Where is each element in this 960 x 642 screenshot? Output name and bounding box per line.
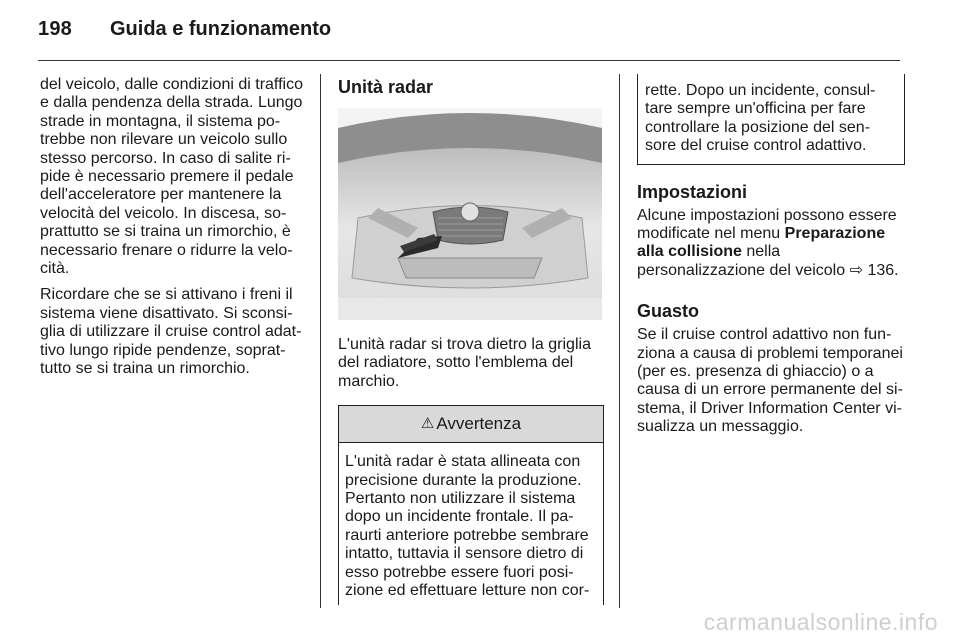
page-number: 198 bbox=[38, 18, 72, 40]
header-rule bbox=[38, 60, 900, 61]
watermark-logo: carmanualsonline.info bbox=[703, 609, 938, 635]
photo-caption: L'unità radar si trova dietro la griglia del radiatore, sotto l'emblema del marchio. bbox=[338, 336, 591, 390]
page-header bbox=[38, 18, 331, 48]
settings-paragraph bbox=[637, 207, 905, 281]
column-1 bbox=[40, 76, 308, 387]
column-3 bbox=[637, 76, 905, 445]
settings-text-before: Alcune impostazioni possono essere modificate nel menu bbox=[637, 206, 897, 243]
warning-title-bar bbox=[339, 406, 603, 443]
arrow-reference-icon: ⇨ bbox=[849, 261, 863, 279]
warning-body: L'unità radar è stata allineata con precisione durante la produzione. Pertanto non utilizzare il sistema dopo un incidente frontale. Il pa-raurti anteriore potrebbe sembrare intatto, tuttavia il sensore dietro di esso potrebbe essere fuori posi-zione ed effettuare letture non cor- bbox=[345, 453, 590, 600]
warning-continuation-text: rette. Dopo un incidente, consul-tare sempre un'officina per fare controllare la posizione del sen-sore del cruise control adattivo. bbox=[645, 82, 876, 155]
column-divider-left bbox=[320, 74, 321, 608]
fault-heading: Guasto bbox=[637, 301, 700, 322]
body-paragraph: Ricordare che se si attivano i freni il sistema viene disattivato. Si sconsi-glia di utilizzare il cruise control adat-tivo lungo ripide pendenze, soprat-tutto se si traina un rimorchio. bbox=[40, 286, 302, 378]
settings-heading: Impostazioni bbox=[637, 181, 748, 202]
column-2 bbox=[338, 76, 604, 605]
fault-paragraph: Se il cruise control adattivo non fun-ziona a causa di problemi temporanei (per es. presenza di ghiaccio) o a causa di un errore permanente del si-stema, il Driver Information Center vi-sualizza un messaggio. bbox=[637, 326, 903, 436]
radar-unit-photo bbox=[338, 108, 602, 320]
reference-page: 136. bbox=[867, 261, 899, 279]
menu-name: Preparazione alla collisione bbox=[637, 225, 886, 261]
warning-box bbox=[338, 405, 604, 605]
warning-triangle-icon: ⚠ bbox=[420, 415, 435, 433]
chapter-title: Guida e funzionamento bbox=[109, 18, 332, 40]
warning-title: Avvertenza bbox=[436, 414, 522, 434]
warning-continuation-box bbox=[637, 74, 905, 165]
radar-unit-heading: Unità radar bbox=[338, 77, 434, 97]
body-paragraph: del veicolo, dalle condizioni di traffico e dalla pendenza della strada. Lungo strade in montagna, il sistema po-trebbe non rilevare un veicolo sullo stesso percorso. In caso di salite ri-pide è necessario premere il pedale dell'acceleratore per mantenere la velocità del veicolo. In discesa, so-prattutto se si traina un rimorchio, è necessario frenare o ridurre la velo-cità. bbox=[40, 76, 303, 278]
car-front-illustration bbox=[338, 108, 602, 320]
settings-text-after: nella personalizzazione del veicolo bbox=[637, 243, 850, 279]
column-divider-right bbox=[619, 74, 620, 608]
